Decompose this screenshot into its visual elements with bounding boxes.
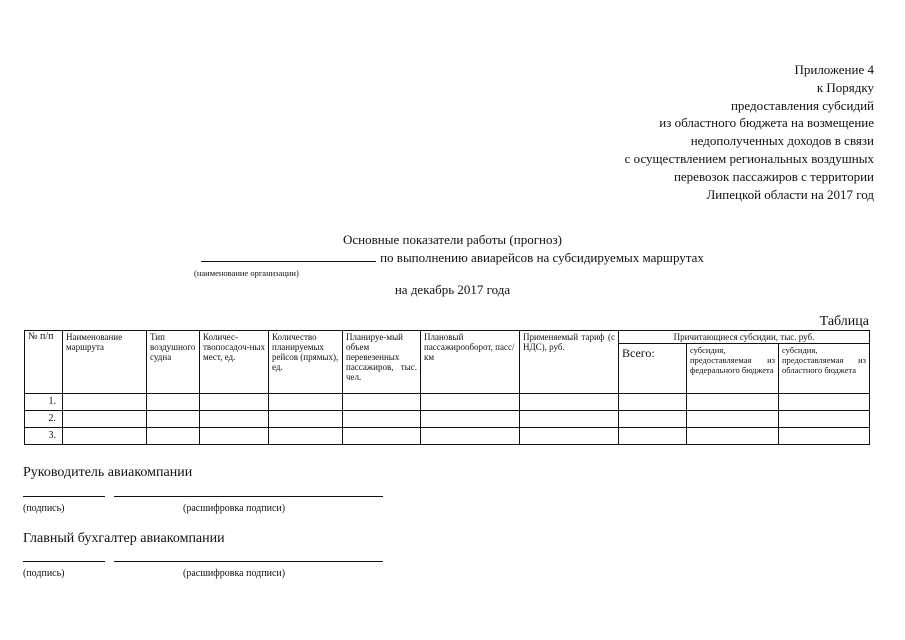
accountant-decode-hint: (расшифровка подписи) xyxy=(183,568,286,579)
table-cell xyxy=(63,428,147,445)
table-cell xyxy=(619,428,687,445)
table-cell xyxy=(421,411,520,428)
annex-header xyxy=(625,61,874,203)
table-cell xyxy=(269,428,343,445)
annex-line: Приложение 4 xyxy=(794,62,874,77)
table-cell xyxy=(147,428,200,445)
table-cell xyxy=(147,394,200,411)
header-seats: Количес-твопосадоч-ных мест, ед. xyxy=(200,331,269,394)
table-cell xyxy=(200,428,269,445)
annex-line: недополученных доходов в связи xyxy=(690,133,874,149)
row-number: 2. xyxy=(25,411,63,428)
table-cell xyxy=(619,394,687,411)
head-signature-line[interactable] xyxy=(23,496,105,497)
org-name-blank xyxy=(201,250,376,262)
accountant-role-label: Главный бухгалтер авиакомпании xyxy=(23,531,225,546)
table-cell xyxy=(269,411,343,428)
head-decode-hint: (расшифровка подписи) xyxy=(183,503,286,514)
header-regional: субсидия, предоставляемая из областного бюджета xyxy=(779,344,870,394)
table-cell xyxy=(200,411,269,428)
accountant-sign-hint: (подпись) xyxy=(23,568,65,579)
table-cell xyxy=(63,411,147,428)
header-num: № п/п xyxy=(25,331,63,394)
table-cell xyxy=(687,428,779,445)
doc-subtitle xyxy=(0,250,905,266)
table-cell xyxy=(421,428,520,445)
table-cell xyxy=(779,394,870,411)
table-cell xyxy=(147,411,200,428)
table-header-row xyxy=(25,331,870,344)
head-decode-line[interactable] xyxy=(114,496,383,497)
header-federal: субсидия, предоставляемая из федерального бюджета xyxy=(687,344,779,394)
table-cell xyxy=(520,428,619,445)
indicators-table xyxy=(24,330,870,445)
table-cell xyxy=(687,411,779,428)
row-number: 1. xyxy=(25,394,63,411)
head-role-label: Руководитель авиакомпании xyxy=(23,465,193,480)
table-cell xyxy=(200,394,269,411)
annex-line: из областного бюджета на возмещение xyxy=(659,115,874,131)
table-cell xyxy=(520,411,619,428)
header-tariff: Применяемый тариф (с НДС), руб. xyxy=(520,331,619,394)
table-cell xyxy=(269,394,343,411)
table-row xyxy=(25,411,870,428)
doc-subtitle-text: по выполнению авиарейсов на субсидируемых маршрутах xyxy=(380,250,704,265)
table-caption: Таблица xyxy=(819,314,869,329)
header-aircraft: Тип воздушного судна xyxy=(147,331,200,394)
annex-line: перевозок пассажиров с территории xyxy=(673,168,874,184)
table-cell xyxy=(779,411,870,428)
header-flights: Количество планируемых рейсов (прямых), ед. xyxy=(269,331,343,394)
header-total: Всего: xyxy=(619,344,687,394)
table-cell xyxy=(779,428,870,445)
table-row xyxy=(25,428,870,445)
header-turnover: Плановый пассажирооборот, пасс/км xyxy=(421,331,520,394)
header-route: Наименование маршрута xyxy=(63,331,147,394)
annex-line: с осуществлением региональных воздушных xyxy=(624,150,874,166)
row-number: 3. xyxy=(25,428,63,445)
header-subsidy-group: Причитающиеся субсидии, тыс. руб. xyxy=(619,331,870,344)
table-row xyxy=(25,394,870,411)
head-sign-hint: (подпись) xyxy=(23,503,65,514)
accountant-signature-line[interactable] xyxy=(23,561,105,562)
table-cell xyxy=(343,394,421,411)
annex-line: предоставления субсидий xyxy=(730,97,874,113)
doc-title: Основные показатели работы (прогноз) xyxy=(343,232,562,247)
annex-line: Липецкой области на 2017 год xyxy=(706,186,874,202)
table-cell xyxy=(63,394,147,411)
annex-line: к Порядку xyxy=(816,79,874,95)
table-cell xyxy=(343,428,421,445)
header-passengers: Планируе-мый объем перевезенных пассажиров, тыс. чел. xyxy=(343,331,421,394)
table-cell xyxy=(687,394,779,411)
accountant-decode-line[interactable] xyxy=(114,561,383,562)
table-cell xyxy=(421,394,520,411)
table-cell xyxy=(520,394,619,411)
table-cell xyxy=(343,411,421,428)
org-name-hint: (наименование организации) xyxy=(194,268,299,278)
doc-period: на декабрь 2017 года xyxy=(394,282,511,297)
table-cell xyxy=(619,411,687,428)
